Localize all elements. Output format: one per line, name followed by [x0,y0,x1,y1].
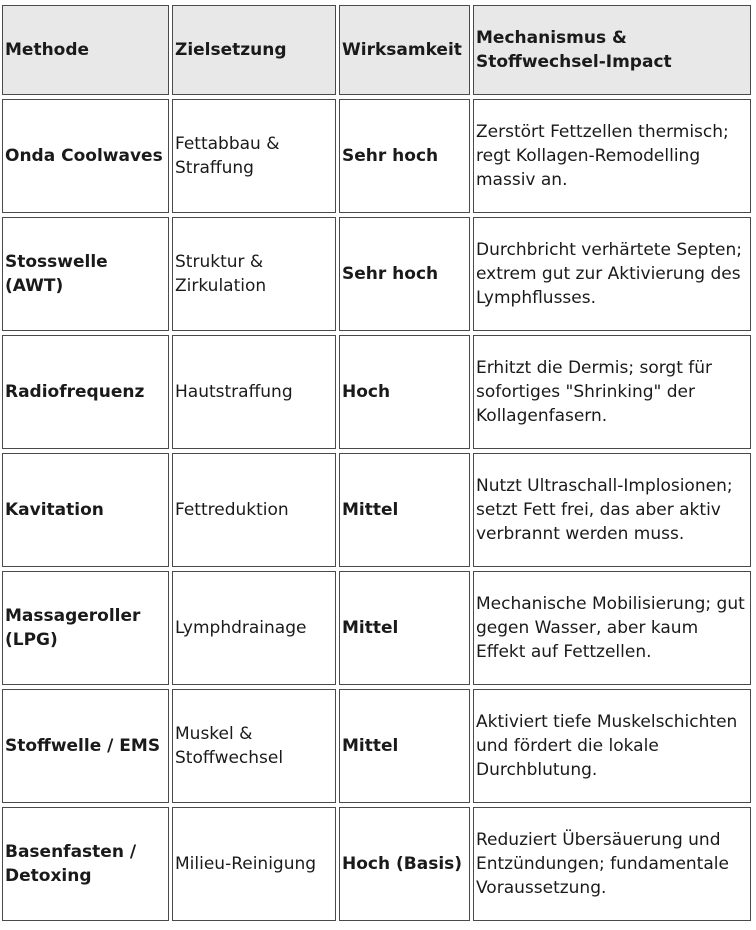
cell-method: Radiofrequenz [2,335,169,449]
cell-method: Kavitation [2,453,169,567]
cell-method: Stoffwelle / EMS [2,689,169,803]
header-method: Methode [2,5,169,95]
table-row [2,571,751,685]
header-row [2,5,751,95]
cell-effectiveness: Sehr hoch [339,99,470,213]
header-effectiveness: Wirksamkeit [339,5,470,95]
cell-goal: Fettreduktion [172,453,336,567]
table-row [2,335,751,449]
cell-goal: Struktur & Zirkulation [172,217,336,331]
comparison-table [0,1,754,925]
cell-mechanism: Nutzt Ultraschall-Implosionen; setzt Fett frei, das aber aktiv verbrannt werden muss. [473,453,751,567]
cell-effectiveness: Hoch [339,335,470,449]
cell-mechanism: Erhitzt die Dermis; sorgt für sofortiges "Shrinking" der Kollagenfasern. [473,335,751,449]
cell-mechanism: Zerstört Fettzellen thermisch; regt Kollagen-Remodelling massiv an. [473,99,751,213]
cell-mechanism: Durchbricht verhärtete Septen; extrem gut zur Aktivierung des Lymphflusses. [473,217,751,331]
table-row [2,99,751,213]
cell-goal: Hautstraffung [172,335,336,449]
table-row [2,807,751,921]
cell-goal: Muskel & Stoffwechsel [172,689,336,803]
cell-method: Onda Coolwaves [2,99,169,213]
header-mechanism: Mechanismus & Stoffwechsel-Impact [473,5,751,95]
cell-method: Basenfasten / Detoxing [2,807,169,921]
cell-effectiveness: Sehr hoch [339,217,470,331]
cell-effectiveness: Mittel [339,453,470,567]
table-row [2,453,751,567]
cell-method: Massageroller (LPG) [2,571,169,685]
table-row [2,689,751,803]
cell-mechanism: Mechanische Mobilisierung; gut gegen Wasser, aber kaum Effekt auf Fettzellen. [473,571,751,685]
cell-goal: Fettabbau & Straffung [172,99,336,213]
cell-goal: Lymphdrainage [172,571,336,685]
cell-effectiveness: Hoch (Basis) [339,807,470,921]
cell-effectiveness: Mittel [339,689,470,803]
cell-goal: Milieu-Reinigung [172,807,336,921]
cell-mechanism: Aktiviert tiefe Muskelschichten und fördert die lokale Durchblutung. [473,689,751,803]
cell-method: Stosswelle (AWT) [2,217,169,331]
cell-effectiveness: Mittel [339,571,470,685]
table-row [2,217,751,331]
header-goal: Zielsetzung [172,5,336,95]
cell-mechanism: Reduziert Übersäuerung und Entzündungen; fundamentale Voraussetzung. [473,807,751,921]
